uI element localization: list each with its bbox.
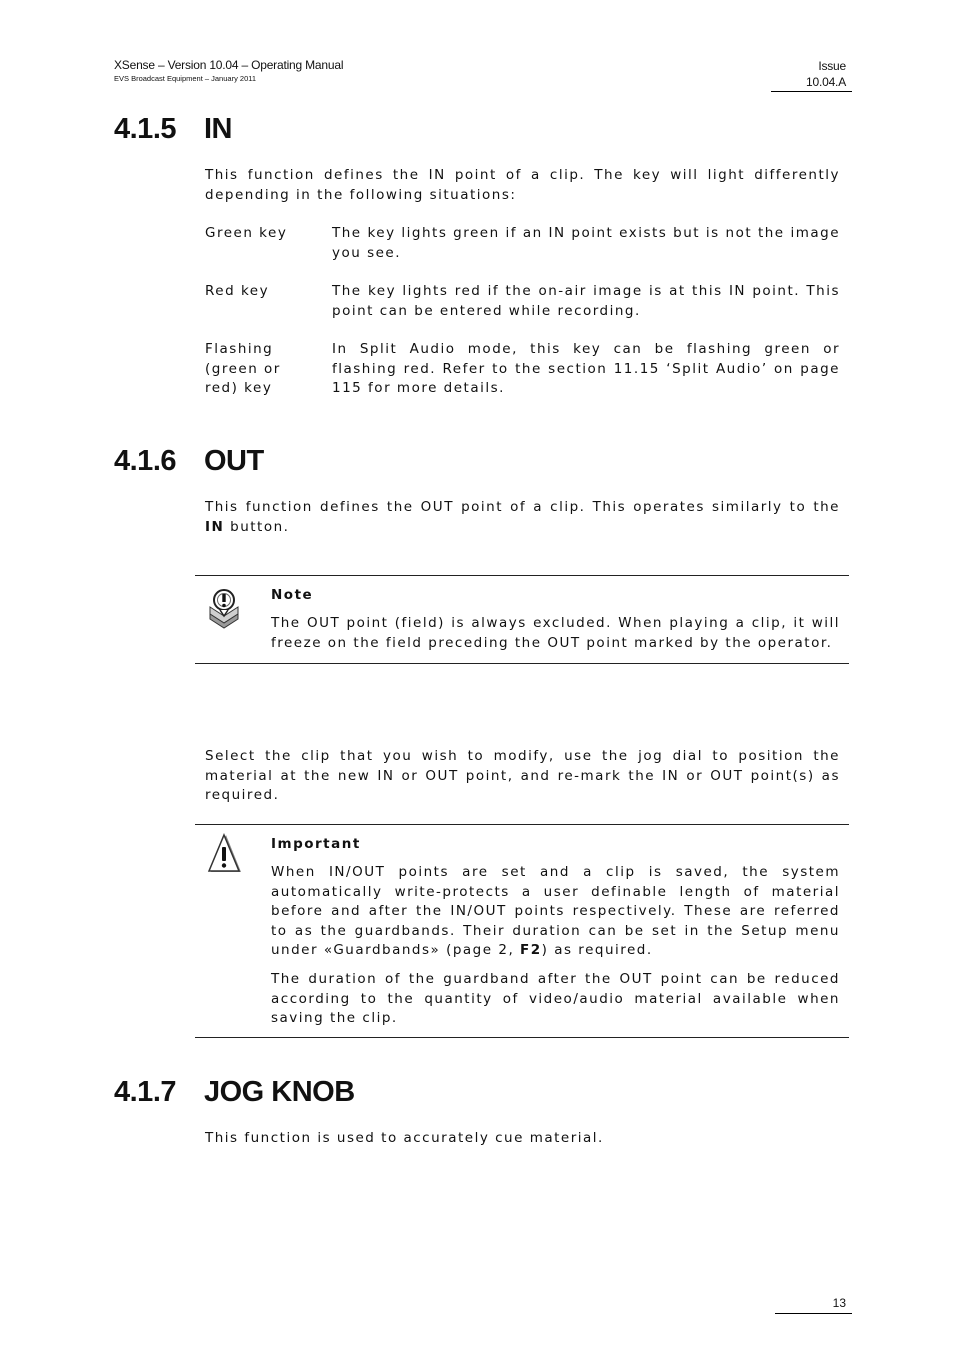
heading-out — [114, 445, 264, 478]
footer-rule — [775, 1313, 852, 1314]
in-intro: This function defines the IN point of a clip. The key will light differently depending in the following situations: — [205, 167, 840, 203]
heading-jog — [114, 1076, 355, 1109]
jog-text: This function is used to accurately cue material. — [205, 1130, 604, 1146]
in-term-red: Red key — [205, 283, 270, 299]
in-term-green: Green key — [205, 225, 288, 241]
note-title: Note — [271, 587, 314, 603]
modify-text: Select the clip that you wish to modify, use the jog dial to position the material at the new IN or OUT point, and re-mark the IN or OUT point(s) as required. — [205, 748, 840, 803]
heading-jog-number: 4.1.7 — [114, 1076, 176, 1108]
in-def-green: The key lights green if an IN point exists but is not the image you see. — [332, 225, 840, 261]
important-para-1: When IN/OUT points are set and a clip is saved, the system automatically write-protects a user definable length of material before and after the IN/OUT points respectively. These are referred to as the guardbands. Their duration can be set in the Setup menu under «Guardbands» (page 2, F2) as required. — [271, 864, 840, 958]
out-intro-bold: IN — [205, 518, 225, 535]
issue-label: Issue — [818, 59, 846, 73]
important-para-2: The duration of the guardband after the OUT point can be reduced according to the quantity of video/audio material available when saving the clip. — [271, 971, 840, 1026]
heading-out-number: 4.1.6 — [114, 445, 176, 477]
note-top-rule — [195, 575, 849, 576]
important-bottom-rule — [195, 1037, 849, 1038]
note-bottom-rule — [195, 663, 849, 664]
important-title: Important — [271, 836, 361, 852]
issue-block — [806, 58, 846, 90]
note-icon — [206, 586, 242, 634]
heading-jog-title: JOG KNOB — [204, 1076, 355, 1108]
heading-out-title: OUT — [204, 445, 264, 477]
issue-value: 10.04.A — [806, 75, 846, 89]
document-title: XSense – Version 10.04 – Operating Manual — [114, 58, 344, 72]
header-rule — [771, 91, 852, 92]
heading-in-title: IN — [204, 113, 232, 145]
document-subtitle: EVS Broadcast Equipment – January 2011 — [114, 74, 257, 83]
out-intro: This function defines the OUT point of a clip. This operates similarly to the IN button. — [205, 499, 840, 535]
in-def-red: The key lights red if the on-air image is at this IN point. This point can be entered while recording. — [332, 283, 840, 319]
heading-in-number: 4.1.5 — [114, 113, 176, 145]
important-bold-key: F2 — [520, 942, 542, 958]
important-top-rule — [195, 824, 849, 825]
page-number: 13 — [832, 1296, 846, 1310]
heading-in — [114, 113, 232, 146]
in-def-flashing: In Split Audio mode, this key can be flashing green or flashing red. Refer to the section 11.15 ‘Split Audio’ on page 115 for more details. — [332, 341, 840, 396]
warning-icon — [205, 833, 243, 875]
in-term-flashing: Flashing (green or red) key — [205, 341, 281, 396]
note-text: The OUT point (field) is always excluded. When playing a clip, it will freeze on the field preceding the OUT point marked by the operator. — [271, 615, 840, 651]
